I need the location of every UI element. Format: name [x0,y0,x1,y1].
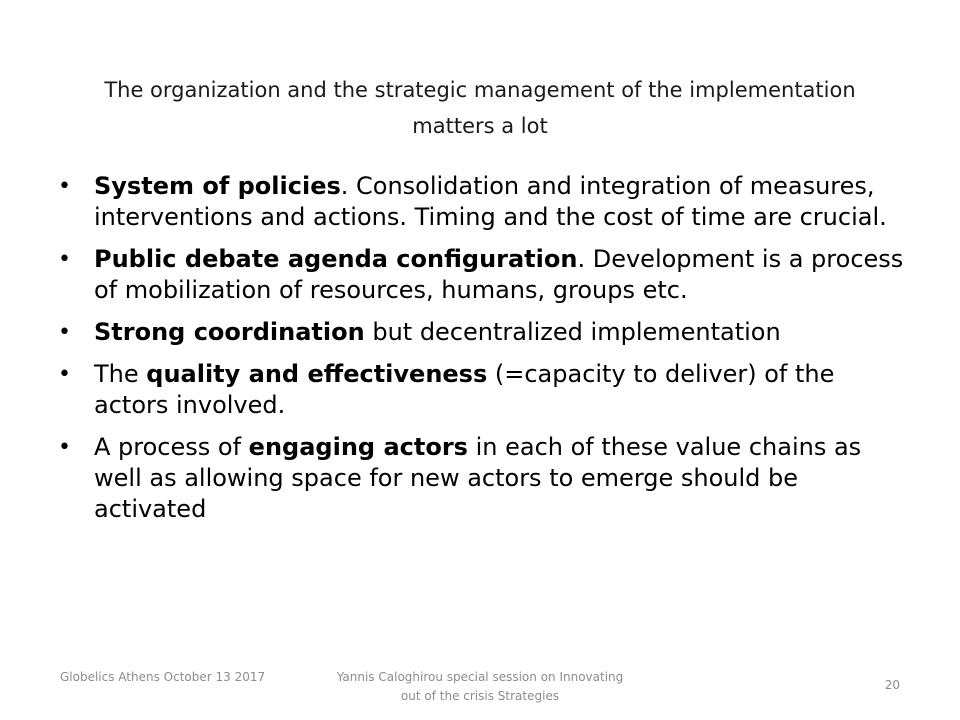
bullet-item [52,171,912,233]
bullet-text-bold: engaging actors [248,433,468,461]
bullet-list [52,171,912,536]
footer-event: Globelics Athens October 13 2017 [60,670,266,684]
bullet-text-bold: System of policies [94,172,341,200]
bullet-text-bold: Strong coordination [94,318,365,346]
bullet-point-icon: • [58,320,71,345]
bullet-point-icon: • [58,247,71,272]
bullet-text-bold: quality and effectiveness [146,360,488,388]
bullet-text-post: in each of these value chains as well as allowing space for new actors to emerge should be activated [94,433,862,523]
bullet-point-icon: • [58,174,71,199]
bullet-text-post: . Consolidation and integration of measures, interventions and actions. Timing and the cost of time are crucial. [94,172,887,231]
bullet-text-pre: A process of [94,433,249,461]
bullet-item [52,359,912,421]
bullet-text-post: . Development is a process of mobilization of resources, humans, groups etc. [94,245,904,304]
bullet-point-icon: • [58,362,71,387]
bullet-item [52,432,912,525]
bullet-item [52,244,912,306]
bullet-text-pre: The [94,360,147,388]
slide-title: The organization and the strategic management of the implementation matters a lot [104,78,856,138]
bullet-text-bold: Public debate agenda configuration [94,245,578,273]
bullet-text-post: but decentralized implementation [364,318,781,346]
bullet-text-post: (=capacity to deliver) of the actors involved. [94,360,835,419]
bullet-item [52,317,912,348]
slide-number: 20 [884,678,900,692]
footer-session: Yannis Caloghirou special session on Innovating out of the crisis Strategies [336,670,624,703]
bullet-point-icon: • [58,435,71,460]
